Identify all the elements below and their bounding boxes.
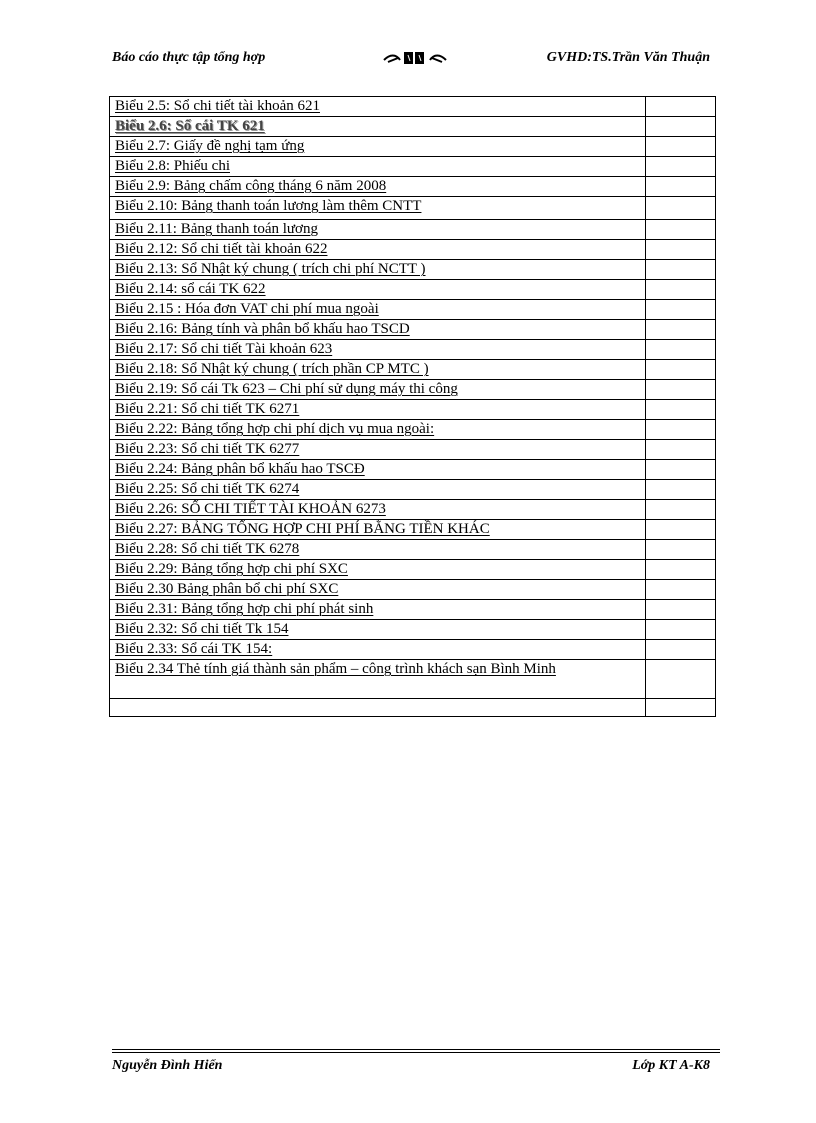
list-item: Biểu 2.17: Sổ chi tiết Tài khoản 623 — [115, 341, 333, 357]
footer-rule — [112, 1049, 720, 1050]
page-cell — [646, 440, 716, 460]
table-row — [110, 400, 716, 420]
header-report-title: Báo cáo thực tập tổng hợp — [112, 50, 266, 65]
list-item: Biểu 2.6: Sổ cái TK 621 — [115, 118, 265, 134]
list-item: Biểu 2.18: Sổ Nhật ký chung ( trích phần CP MTC ) — [115, 361, 429, 377]
table-row — [110, 480, 716, 500]
page-cell — [646, 220, 716, 240]
page-cell — [646, 137, 716, 157]
list-item: Biểu 2.25: Sổ chi tiết TK 6274 — [115, 481, 300, 497]
table-row — [110, 97, 716, 117]
page-cell — [646, 520, 716, 540]
page-cell — [646, 580, 716, 600]
table-row — [110, 137, 716, 157]
page-cell — [646, 340, 716, 360]
table-row — [110, 460, 716, 480]
page-cell — [646, 157, 716, 177]
list-item: Biểu 2.5: Sổ chi tiết tài khoản 621 — [115, 98, 320, 114]
table-row — [110, 380, 716, 400]
list-item: Biểu 2.24: Bảng phân bổ khấu hao TSCĐ — [115, 461, 365, 477]
table-row — [110, 280, 716, 300]
empty-cell — [110, 699, 646, 717]
page-cell — [646, 699, 716, 717]
page-cell — [646, 197, 716, 220]
table-row — [110, 360, 716, 380]
page-cell — [646, 420, 716, 440]
list-item: Biểu 2.14: sổ cái TK 622 — [115, 281, 266, 297]
footer-author: Nguyễn Đình Hiển — [112, 1058, 223, 1073]
table-row — [110, 520, 716, 540]
list-item: Biểu 2.9: Bảng chấm công tháng 6 năm 2008 — [115, 178, 387, 194]
list-item: Biểu 2.23: Sổ chi tiết TK 6277 — [115, 441, 300, 457]
list-item: Biểu 2.10: Bảng thanh toán lương làm thêm CNTT — [115, 198, 422, 214]
table-row — [110, 157, 716, 177]
table-row — [110, 660, 716, 699]
list-item: Biểu 2.27: BẢNG TỔNG HỢP CHI PHÍ BẰNG TIỀN KHÁC — [115, 521, 490, 537]
page-footer — [112, 1058, 710, 1078]
page-cell — [646, 460, 716, 480]
table-row-empty — [110, 699, 716, 717]
page-cell — [646, 117, 716, 137]
page-cell — [646, 400, 716, 420]
page-cell — [646, 240, 716, 260]
table-row — [110, 320, 716, 340]
page-cell — [646, 300, 716, 320]
footer-rule — [112, 1052, 720, 1053]
list-item: Biểu 2.22: Bảng tổng hợp chi phí dịch vụ mua ngoài: — [115, 421, 435, 437]
list-item: Biểu 2.26: SỔ CHI TIẾT TÀI KHOẢN 6273 — [115, 501, 386, 517]
header-supervisor: GVHD:TS.Trần Văn Thuận — [546, 50, 710, 65]
page-cell — [646, 640, 716, 660]
list-item: Biểu 2.31: Bảng tổng hợp chi phí phát sinh — [115, 601, 374, 617]
table-row — [110, 580, 716, 600]
table-row — [110, 440, 716, 460]
page-cell — [646, 560, 716, 580]
list-item: Biểu 2.15 : Hóa đơn VAT chi phí mua ngoài — [115, 301, 379, 317]
page-cell — [646, 97, 716, 117]
list-item: Biểu 2.8: Phiếu chi — [115, 158, 230, 174]
page-cell — [646, 177, 716, 197]
page-cell — [646, 320, 716, 340]
page-cell — [646, 540, 716, 560]
list-item: Biểu 2.19: Sổ cái Tk 623 – Chi phí sử dụng máy thi công — [115, 381, 458, 397]
page-cell — [646, 360, 716, 380]
page-cell — [646, 600, 716, 620]
table-row — [110, 300, 716, 320]
book-flourish-icon — [380, 48, 450, 68]
table-row — [110, 340, 716, 360]
list-item: Biểu 2.34 Thẻ tính giá thành sản phẩm – công trình khách sạn Bình Minh — [115, 661, 556, 677]
table-row — [110, 117, 716, 137]
table-row — [110, 177, 716, 197]
table-row — [110, 600, 716, 620]
footer-class: Lớp KT A-K8 — [632, 1058, 710, 1073]
page-cell — [646, 620, 716, 640]
table-row — [110, 197, 716, 220]
page-cell — [646, 500, 716, 520]
table-row — [110, 560, 716, 580]
table-row — [110, 640, 716, 660]
appendix-list-table — [109, 96, 716, 717]
list-item: Biểu 2.33: Sổ cái TK 154: — [115, 641, 273, 657]
list-item: Biểu 2.28: Sổ chi tiết TK 6278 — [115, 541, 300, 557]
list-item: Biểu 2.13: Sổ Nhật ký chung ( trích chi phí NCTT ) — [115, 261, 426, 277]
page-cell — [646, 260, 716, 280]
table-row — [110, 260, 716, 280]
list-item: Biểu 2.11: Bảng thanh toán lương — [115, 221, 318, 237]
list-item: Biểu 2.32: Sổ chi tiết Tk 154 — [115, 621, 289, 637]
table-row — [110, 220, 716, 240]
table-row — [110, 420, 716, 440]
page-cell — [646, 380, 716, 400]
page-header — [112, 48, 710, 70]
list-item: Biểu 2.12: Sổ chi tiết tài khoản 622 — [115, 241, 328, 257]
table-row — [110, 540, 716, 560]
list-item: Biểu 2.7: Giấy đề nghị tạm ứng — [115, 138, 305, 154]
table-row — [110, 240, 716, 260]
page-cell — [646, 660, 716, 699]
list-item: Biểu 2.21: Sổ chi tiết TK 6271 — [115, 401, 300, 417]
list-item: Biểu 2.30 Bảng phân bổ chi phí SXC — [115, 581, 339, 597]
list-item: Biểu 2.16: Bảng tính và phân bổ khấu hao TSCD — [115, 321, 410, 337]
table-row — [110, 620, 716, 640]
page-cell — [646, 280, 716, 300]
table-row — [110, 500, 716, 520]
page-cell — [646, 480, 716, 500]
list-item: Biểu 2.29: Bảng tổng hợp chi phí SXC — [115, 561, 348, 577]
